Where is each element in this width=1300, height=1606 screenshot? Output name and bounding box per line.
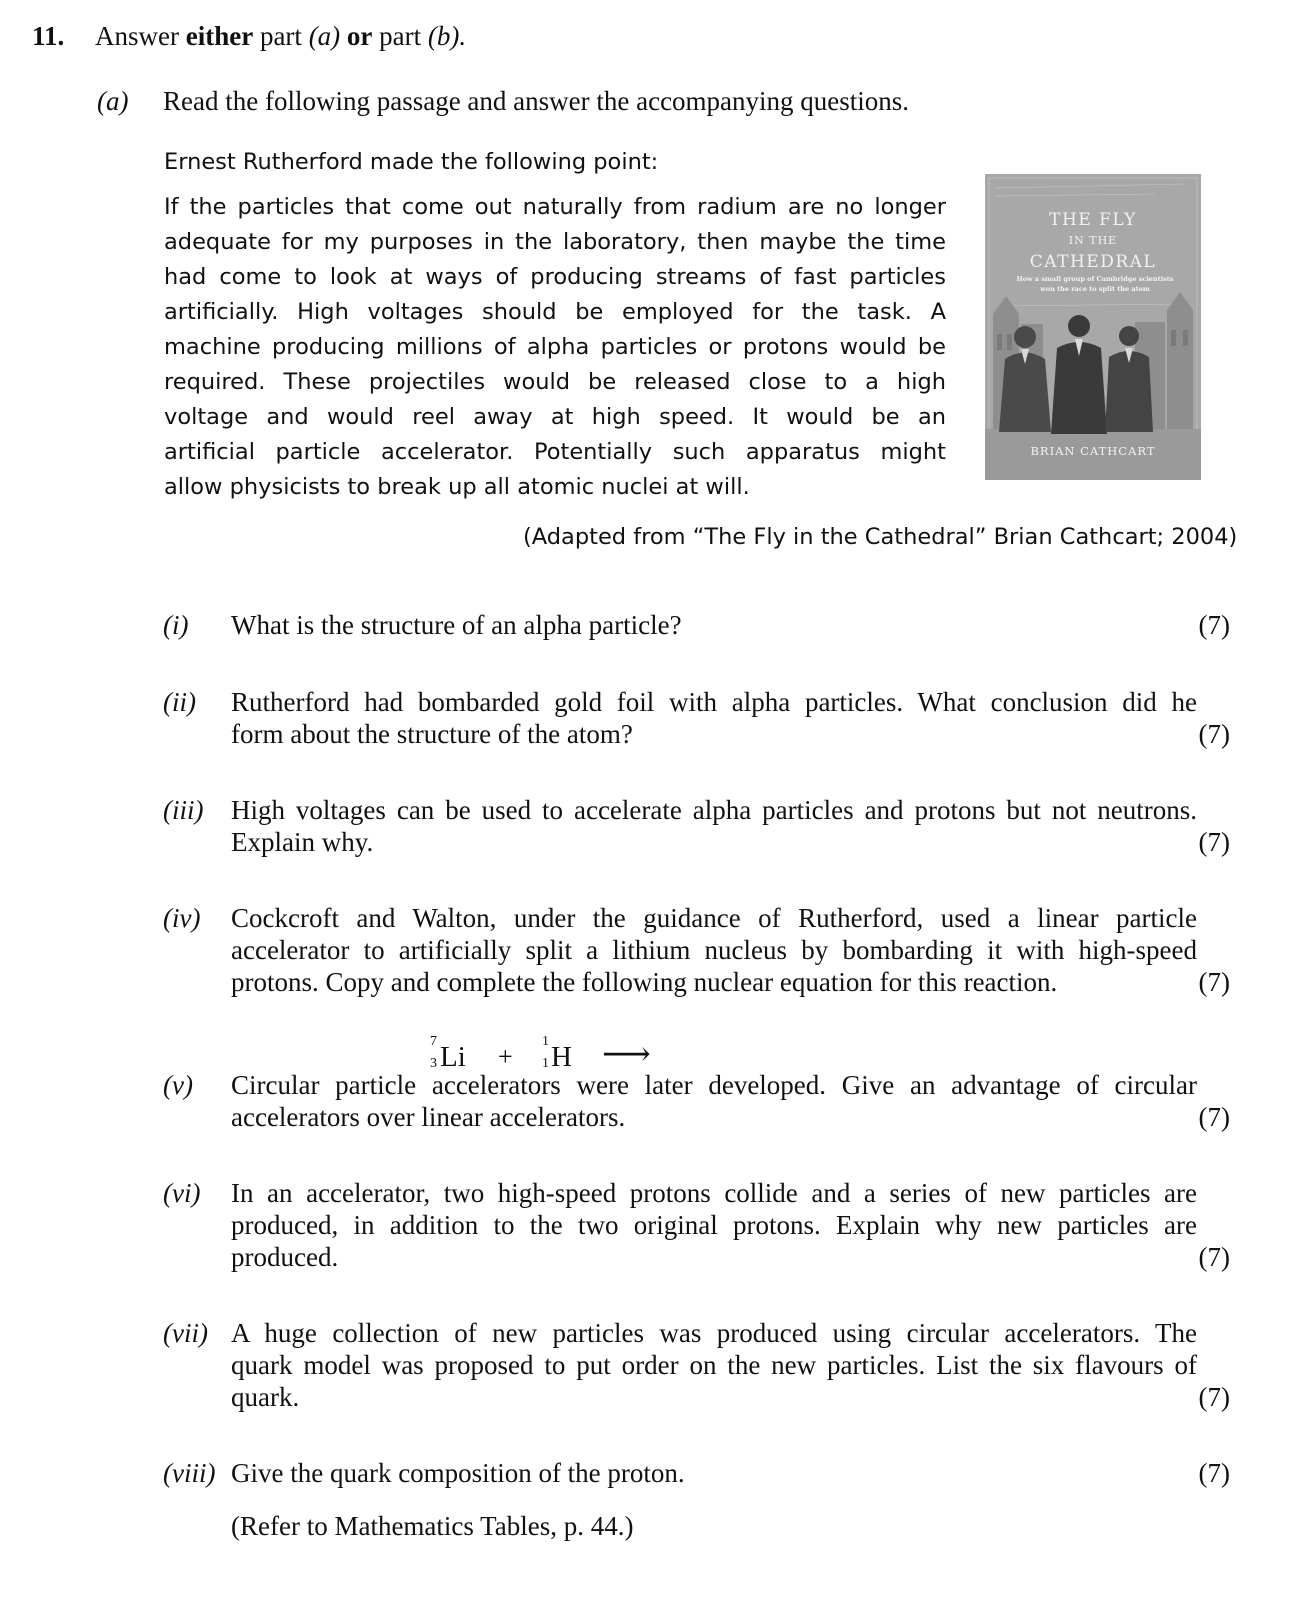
passage-line: required. These projectiles would be released close to a high (164, 369, 946, 395)
question-marks: (7) (1198, 1458, 1230, 1488)
question-text: Cockcroft and Walton, under the guidance of Rutherford, used a linear particle accelerator to artificially split a lithium nucleus by bombarding it with high-speed protons. Copy and complete the following nuclear equation for this reaction. (231, 903, 1197, 997)
passage-citation: (Adapted from “The Fly in the Cathedral” Brian Cathcart; 2004) (523, 524, 1238, 550)
question-marks: (7) (1198, 967, 1230, 997)
question-instruction: Answer either part (a) or part (b). (95, 21, 467, 51)
question-marks: (7) (1198, 1102, 1230, 1132)
question-marks: (7) (1198, 610, 1230, 640)
h-symbol: H (551, 1041, 572, 1073)
passage (164, 190, 946, 505)
reaction-arrow: ⟶ (602, 1036, 651, 1073)
question-marks: (7) (1198, 719, 1230, 749)
passage-line: artificial particle accelerator. Potentially such apparatus might (164, 439, 946, 465)
book-title-line3: CATHEDRAL (1029, 252, 1157, 272)
question-label: (viii) (163, 1458, 216, 1488)
question-text: What is the structure of an alpha particle? (231, 610, 682, 640)
passage-line: adequate for my purposes in the laboratory, then maybe the time (164, 229, 946, 255)
question-label: (ii) (163, 687, 196, 717)
passage-line: had come to look at ways of producing streams of fast particles (164, 264, 946, 290)
h-mass-number: 1 (542, 1034, 549, 1049)
li-mass-number: 7 (430, 1034, 437, 1049)
question-marks: (7) (1198, 827, 1230, 857)
book-title-line2: IN THE (1068, 234, 1118, 247)
passage-line: If the particles that come out naturally from radium are no longer (164, 194, 946, 220)
passage-line: allow physicists to break up all atomic nuclei at will. (164, 474, 750, 500)
passage-intro: Ernest Rutherford made the following point: (164, 149, 659, 175)
li-symbol: Li (440, 1041, 466, 1073)
question-text: In an accelerator, two high-speed protons collide and a series of new particles are produced, in addition to the two original protons. Explain why new particles are produced. (231, 1178, 1197, 1272)
book-subtitle: How a small group of Cambridge scientists won the race to split the atom (1016, 275, 1174, 293)
question-text: Give the quark composition of the proton. (231, 1458, 685, 1488)
book-title-line1: THE FLY (1049, 210, 1137, 230)
question-reference-note: (Refer to Mathematics Tables, p. 44.) (231, 1511, 634, 1541)
question-marks: (7) (1198, 1242, 1230, 1272)
h-atomic-number: 1 (542, 1056, 549, 1071)
question-text: A huge collection of new particles was produced using circular accelerators. The quark model was proposed to put order on the new particles. List the six flavours of quark. (231, 1318, 1197, 1412)
question-label: (i) (163, 610, 189, 640)
question-text: High voltages can be used to accelerate alpha particles and protons but not neutrons. Explain why. (231, 795, 1197, 857)
plus-sign: + (498, 1042, 513, 1071)
question-text: Rutherford had bombarded gold foil with alpha particles. What conclusion did he form about the structure of the atom? (231, 687, 1197, 749)
question-label: (vii) (163, 1318, 208, 1348)
part-a-label: (a) (97, 86, 129, 116)
book-cover-image (985, 174, 1201, 480)
book-author: BRIAN CATHCART (1030, 444, 1156, 458)
li-atomic-number: 3 (430, 1056, 437, 1071)
question-label: (v) (163, 1070, 193, 1100)
question-marks: (7) (1198, 1382, 1230, 1412)
question-text: Circular particle accelerators were later developed. Give an advantage of circular accelerators over linear accelerators. (231, 1070, 1197, 1132)
passage-line: artificially. High voltages should be employed for the task. A (164, 299, 946, 325)
question-label: (vi) (163, 1178, 201, 1208)
passage-line: machine producing millions of alpha particles or protons would be (164, 334, 946, 360)
question-label: (iii) (163, 795, 204, 825)
question-number: 11. (32, 21, 65, 51)
question-label: (iv) (163, 903, 201, 933)
passage-line: voltage and would reel away at high speed. It would be an (164, 404, 946, 430)
part-a-intro: Read the following passage and answer the accompanying questions. (163, 86, 910, 116)
